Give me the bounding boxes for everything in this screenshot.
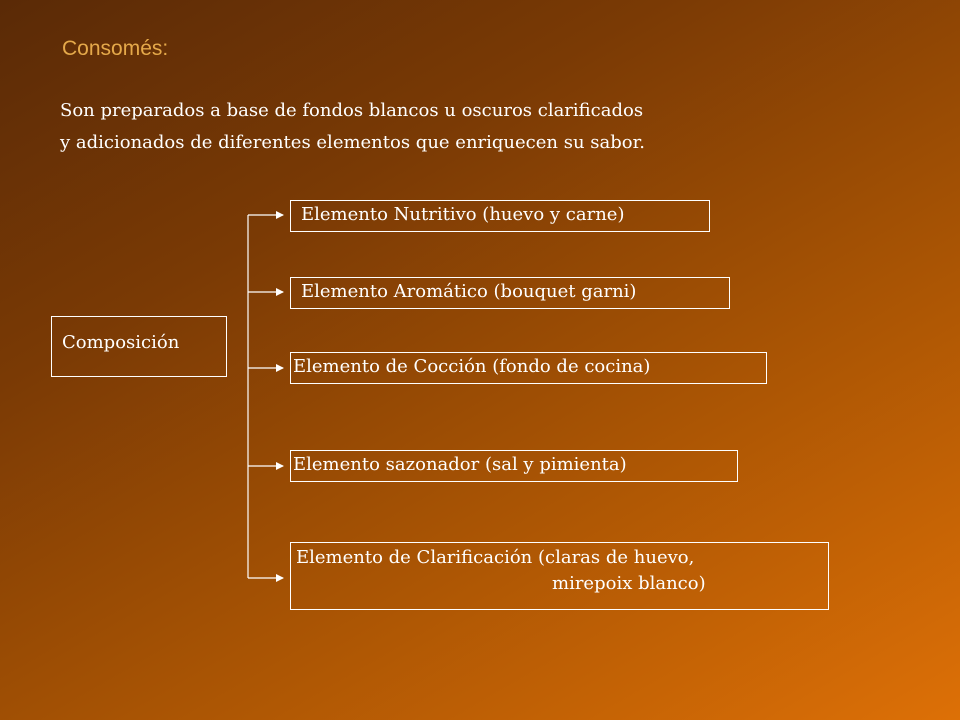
element-clarificacion-box [290, 542, 829, 610]
intro-line-2: y adicionados de diferentes elementos que enriquecen su sabor. [60, 132, 645, 153]
element-nutritivo-box: Elemento Nutritivo (huevo y carne) [290, 200, 710, 232]
clarificacion-line-2: mirepoix blanco) [552, 573, 706, 594]
composition-root-box: Composición [51, 316, 227, 377]
element-aromatico-box: Elemento Aromático (bouquet garni) [290, 277, 730, 309]
element-sazonador-box: Elemento sazonador (sal y pimienta) [290, 450, 738, 482]
element-coccion-box: Elemento de Cocción (fondo de cocina) [290, 352, 767, 384]
clarificacion-line-1: Elemento de Clarificación (claras de huevo, [296, 547, 695, 568]
slide-title: Consomés: [62, 37, 169, 60]
intro-line-1: Son preparados a base de fondos blancos u oscuros clarificados [60, 100, 644, 121]
